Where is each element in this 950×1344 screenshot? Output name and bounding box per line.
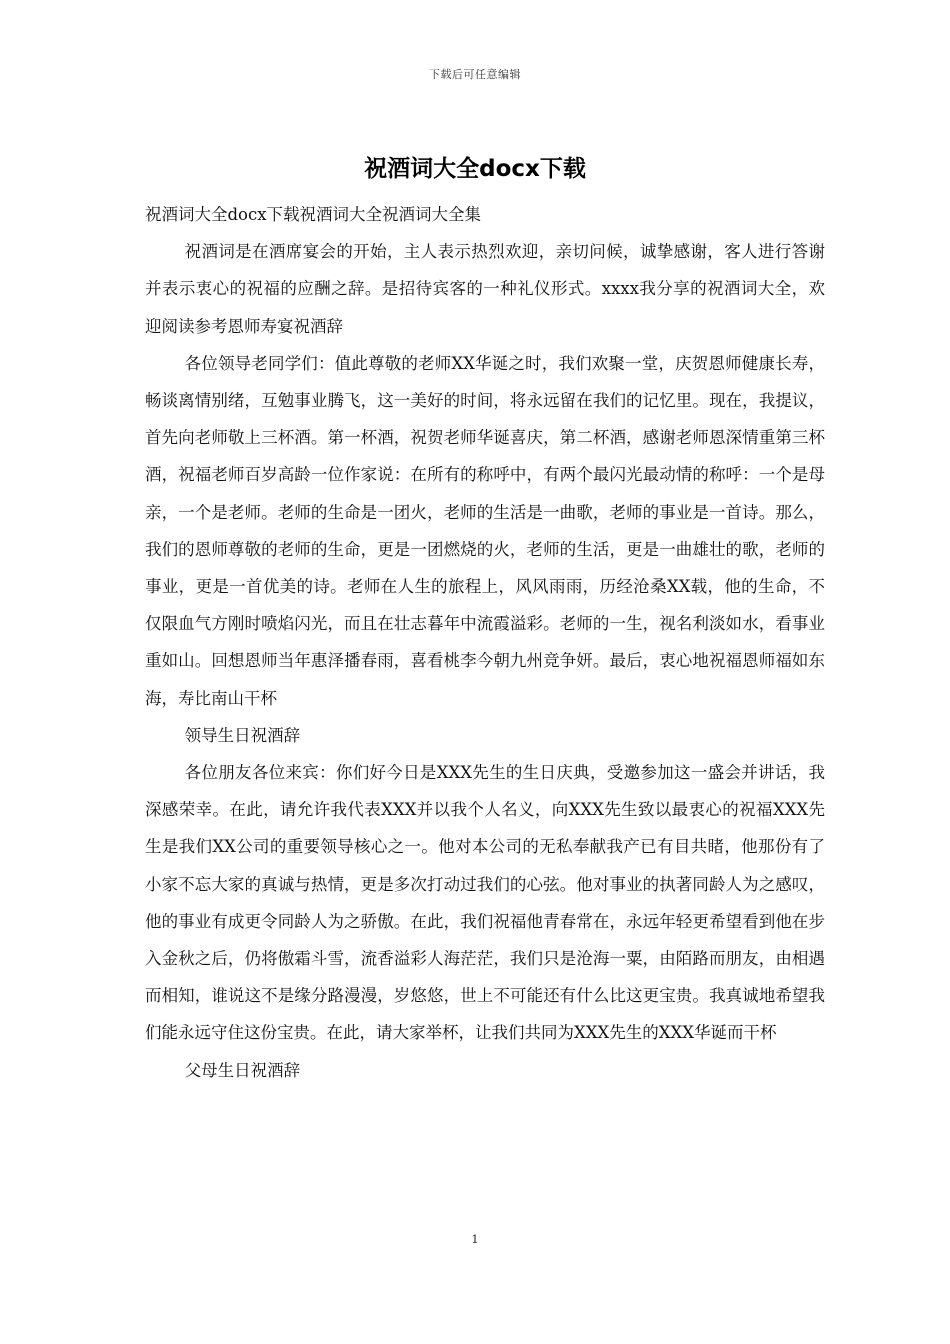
paragraph-intro: 祝酒词是在酒席宴会的开始，主人表示热烈欢迎，亲切问候，诚挚感谢，客人进行答谢并表示衷心的祝福的应酬之辞。是招待宾客的一种礼仪形式。xxxx我分享的祝酒词大全，欢迎阅读参考恩师寿宴祝酒辞 [145,242,825,336]
page-header: 下载后可任意编辑 [429,68,521,81]
paragraph-teacher-toast: 各位领导老同学们：值此尊敬的老师XX华诞之时，我们欢聚一堂，庆贺恩师健康长寿，畅谈离情别绪，互勉事业腾飞，这一美好的时间，将永远留在我们的记忆里。现在，我提议，首先向老师敬上三杯酒。第一杯酒，祝贺老师华诞喜庆，第二杯酒，感谢老师恩深情重第三杯酒，祝福老师百岁高龄一位作家说：在所有的称呼中，有两个最闪光最动情的称呼：一个是母亲，一个是老师。老师的生命是一团火，老师的生活是一曲歌，老师的事业是一首诗。那么，我们的恩师尊敬的老师的生命，更是一团燃烧的火，老师的生活，更是一曲雄壮的歌，老师的事业，更是一首优美的诗。老师在人生的旅程上，风风雨雨，历经沧桑XX载，他的生命，不仅限血气方刚时喷焰闪光，而且在壮志暮年中流霞溢彩。老师的一生，视名利淡如水，看事业重如山。回想恩师当年惠泽播春雨，喜看桃李今朝九州竞争妍。最后，衷心地祝福恩师福如东海，寿比南山干杯 [145,353,825,708]
paragraph-subtitle: 祝酒词大全docx下载祝酒词大全祝酒词大全集 [145,205,482,224]
page-number: 1 [471,1233,479,1246]
document-body [145,196,825,1089]
paragraph-leader-toast: 各位朋友各位来宾：你们好今日是XXX先生的生日庆典，受邀参加这一盛会并讲话，我深感荣幸。在此，请允许我代表XXX并以我个人名义，向XXX先生致以最衷心的祝福XXX先生是我们XX公司的重要领导核心之一。他对本公司的无私奉献我产已有目共睹，他那份有了小家不忘大家的真诚与热情，更是多次打动过我们的心弦。他对事业的执著同龄人为之感叹，他的事业有成更令同龄人为之骄傲。在此，我们祝福他青春常在，永远年轻更希望看到他在步入金秋之后，仍将傲霜斗雪，流香溢彩人海茫茫，我们只是沧海一粟，由陌路而朋友，由相遇而相知，谁说这不是缘分路漫漫，岁悠悠，世上不可能还有什么比这更宝贵。我真诚地希望我们能永远守住这份宝贵。在此，请大家举杯，让我们共同为XXX先生的XXX华诞而干杯 [145,763,825,1043]
section-heading-parents-birthday: 父母生日祝酒辞 [184,1060,301,1080]
document-title: 祝酒词大全docx下载 [364,156,586,182]
section-heading-leader-birthday: 领导生日祝酒辞 [184,725,301,745]
